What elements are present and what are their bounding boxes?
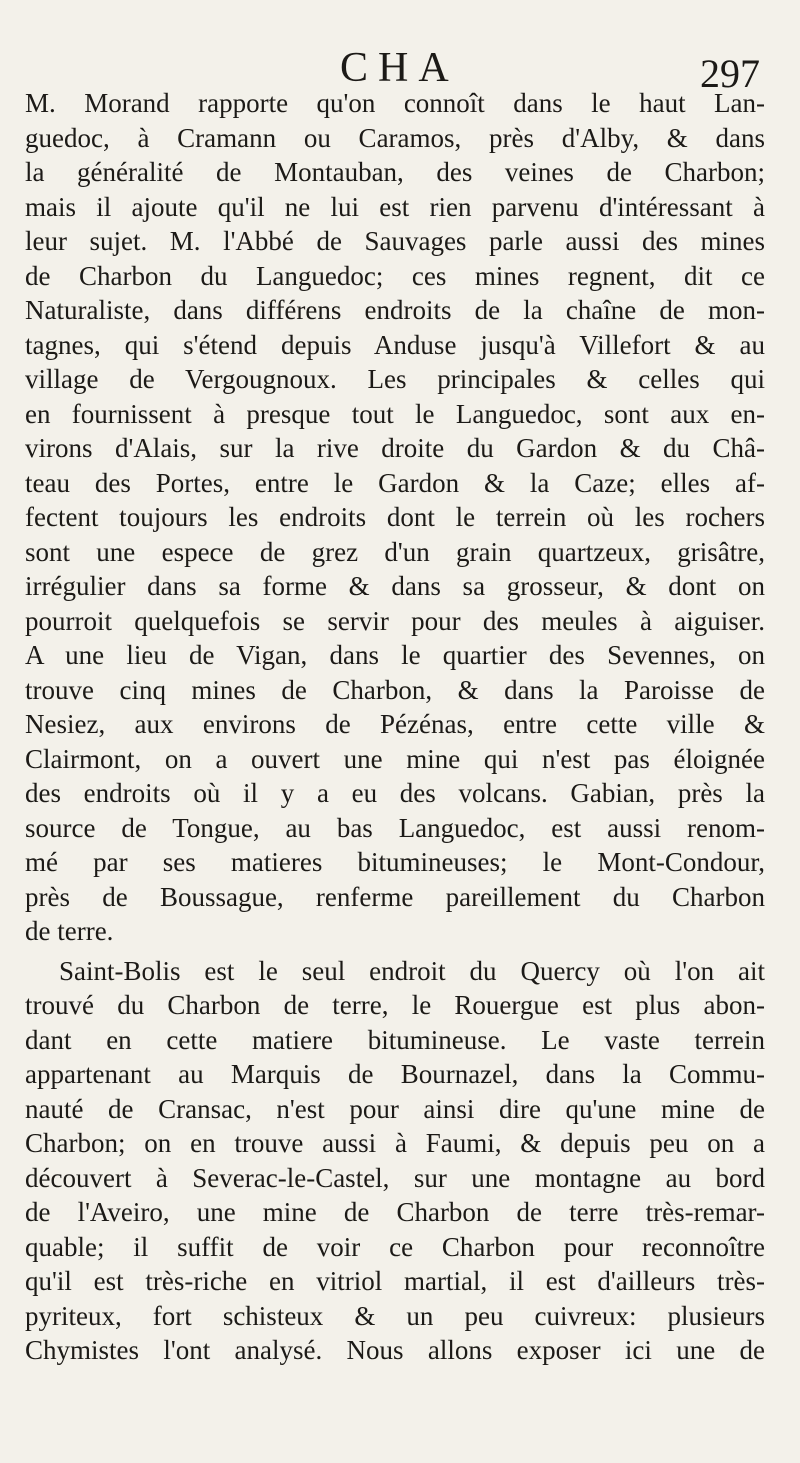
text-line: Naturaliste, dans différens endroits de la chaîne de mon- [25,295,765,325]
page-number: 297 [700,51,760,96]
body-text [25,86,765,1368]
paragraph-2 [25,954,765,1368]
text-line: près de Boussague, renferme pareillement du Charbon [25,881,765,912]
text-line: Clairmont, on a ouvert une mine qui n'est pas éloignée [25,743,765,774]
text-line: virons d'Alais, sur la rive droite du Gardon & du Châ- [25,433,765,463]
text-line: qu'il est très-riche en vitriol martial, il est d'ailleurs très- [25,1266,765,1296]
text-line: appartenant au Marquis de Bournazel, dans la Commu- [25,1059,765,1089]
text-line: Chymistes l'ont analysé. Nous allons exposer ici une de [25,1335,765,1365]
text-line: leur sujet. M. l'Abbé de Sauvages parle aussi des mines [25,226,765,256]
text-line: des endroits où il y a eu des volcans. Gabian, près la [25,778,765,808]
text-line: A une lieu de Vigan, dans le quartier des Sevennes, on [25,640,765,670]
text-line: guedoc, à Cramann ou Caramos, près d'Alby, & dans [25,122,765,153]
text-line: quable; il suffit de voir ce Charbon pour reconnoître [25,1231,765,1262]
text-line: trouvé du Charbon de terre, le Rouergue est plus abon- [25,990,765,1020]
text-line: Saint-Bolis est le seul endroit du Quercy où l'on ait [59,955,765,986]
text-line: la généralité de Montauban, des veines de Charbon; [25,157,765,187]
text-line: de Charbon du Languedoc; ces mines regnent, dit ce [25,260,765,291]
text-line: nauté de Cransac, n'est pour ainsi dire qu'une mine de [25,1093,765,1124]
text-line: de terre. [25,916,114,946]
text-line: dant en cette matiere bitumineuse. Le vaste terrein [25,1024,765,1055]
text-line: teau des Portes, entre le Gardon & la Caze; elles af- [25,467,765,498]
text-line: pyriteux, fort schisteux & un peu cuivreux: plusieurs [25,1300,765,1331]
text-line: en fournissent à presque tout le Languedoc, sont aux en- [25,398,765,429]
text-line: fectent toujours les endroits dont le terrein où les rochers [25,502,765,532]
text-line: irrégulier dans sa forme & dans sa grosseur, & dont on [25,571,765,601]
text-line: mais il ajoute qu'il ne lui est rien parvenu d'intéressant à [25,191,765,222]
running-head-word: CHA [340,45,459,91]
text-line: Nesiez, aux environs de Pézénas, entre cette ville & [25,709,765,739]
text-line: Charbon; on en trouve aussi à Faumi, & depuis peu on a [25,1128,765,1158]
text-line: sont une espece de grez d'un grain quartzeux, grisâtre, [25,536,765,567]
text-line: trouve cinq mines de Charbon, & dans la Paroisse de [25,674,765,705]
text-line: village de Vergougnoux. Les principales & celles qui [25,364,765,394]
text-line: mé par ses matieres bitumineuses; le Mont-Condour, [25,847,765,877]
text-line: source de Tongue, au bas Languedoc, est aussi renom- [25,812,765,843]
text-line: tagnes, qui s'étend depuis Anduse jusqu'à Villefort & au [25,329,765,360]
text-line: pourroit quelquefois se servir pour des meules à aiguiser. [25,605,765,636]
paragraph-1 [25,86,765,949]
text-line: découvert à Severac-le-Castel, sur une montagne au bord [25,1162,765,1193]
text-line: M. Morand rapporte qu'on connoît dans le haut Lan- [25,88,765,118]
text-line: de l'Aveiro, une mine de Charbon de terre très-remar- [25,1197,765,1227]
